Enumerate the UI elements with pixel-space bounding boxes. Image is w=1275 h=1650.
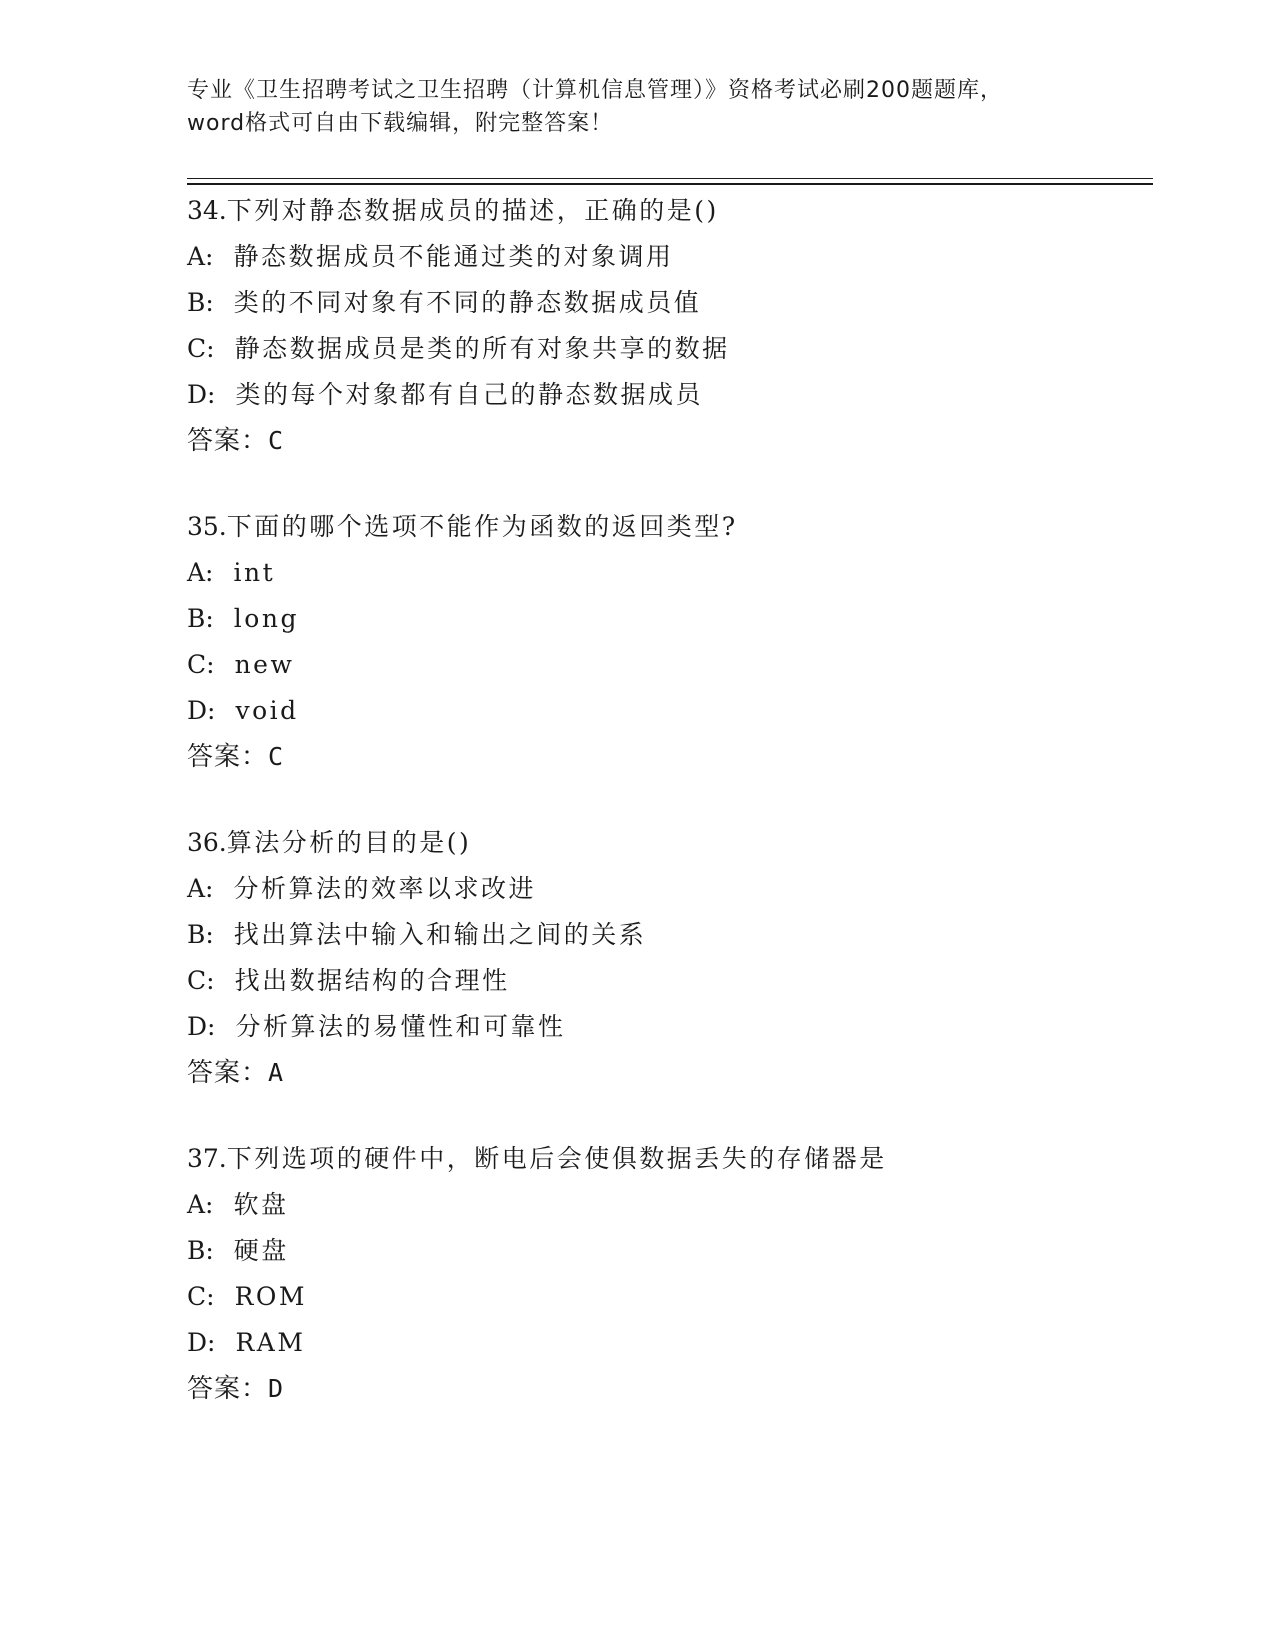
question-text: 下列对静态数据成员的描述，正确的是(): [226, 196, 719, 225]
option-letter: A:: [187, 242, 214, 271]
answer-value: C: [268, 742, 285, 771]
option-letter: A:: [187, 1190, 214, 1219]
header-title-line-1: 专业《卫生招聘考试之卫生招聘（计算机信息管理）》资格考试必刷200题题库，: [187, 78, 1003, 103]
question-stem: [187, 820, 1147, 866]
header-title-line-2: word格式可自由下载编辑，附完整答案！: [187, 111, 614, 136]
option-text: 类的不同对象有不同的静态数据成员值: [233, 288, 702, 317]
answer-label: 答案：: [187, 742, 269, 772]
question-number: 37.: [187, 1144, 227, 1173]
answer-value: C: [268, 426, 285, 455]
answer-label: 答案：: [187, 1058, 269, 1088]
option-letter: C:: [187, 1282, 215, 1311]
option-a: [187, 234, 1147, 280]
option-text: 找出数据结构的合理性: [234, 966, 510, 995]
option-a: [187, 866, 1147, 912]
question-stem: [187, 188, 1147, 234]
question-stem: [187, 1136, 1147, 1182]
answer-value: A: [268, 1058, 285, 1087]
option-c: [187, 1274, 1147, 1320]
option-text: 软盘: [233, 1190, 289, 1219]
header-divider-thin: [187, 178, 1153, 179]
option-text: 硬盘: [233, 1236, 289, 1265]
option-d: [187, 1004, 1147, 1050]
option-letter: D:: [187, 696, 216, 725]
header-divider-thick: [187, 183, 1153, 185]
option-text: 类的每个对象都有自己的静态数据成员: [235, 380, 703, 409]
option-d: [187, 1320, 1147, 1366]
option-d: [187, 688, 1147, 734]
question-34: [187, 188, 1147, 464]
answer-label: 答案：: [187, 1374, 269, 1404]
option-text: RAM: [235, 1328, 306, 1357]
option-letter: C:: [187, 334, 215, 363]
question-number: 35.: [187, 512, 227, 541]
option-b: [187, 912, 1147, 958]
question-number: 36.: [187, 828, 227, 857]
answer-line: [187, 1366, 1147, 1412]
option-c: [187, 326, 1147, 372]
answer-line: [187, 1050, 1147, 1096]
question-35: [187, 504, 1147, 780]
option-text: long: [233, 604, 299, 633]
option-a: [187, 1182, 1147, 1228]
option-letter: C:: [187, 650, 215, 679]
option-text: 分析算法的效率以求改进: [233, 874, 536, 903]
answer-line: [187, 734, 1147, 780]
option-b: [187, 596, 1147, 642]
option-text: 静态数据成员不能通过类的对象调用: [233, 242, 674, 271]
option-a: [187, 550, 1147, 596]
option-text: 找出算法中输入和输出之间的关系: [233, 920, 647, 949]
option-c: [187, 958, 1147, 1004]
option-letter: A:: [187, 874, 214, 903]
option-b: [187, 280, 1147, 326]
question-text: 下面的哪个选项不能作为函数的返回类型?: [226, 512, 738, 541]
question-number: 34.: [187, 196, 227, 225]
option-letter: A:: [187, 558, 214, 587]
option-letter: B:: [187, 604, 214, 633]
question-stem: [187, 504, 1147, 550]
document-header: [187, 74, 1107, 140]
option-letter: B:: [187, 920, 214, 949]
question-36: [187, 820, 1147, 1096]
answer-value: D: [268, 1374, 285, 1403]
option-text: int: [233, 558, 276, 587]
option-letter: B:: [187, 1236, 214, 1265]
option-text: void: [235, 696, 299, 725]
option-letter: D:: [187, 1328, 216, 1357]
option-b: [187, 1228, 1147, 1274]
option-letter: C:: [187, 966, 215, 995]
option-letter: D:: [187, 1012, 216, 1041]
question-text: 算法分析的目的是(): [226, 828, 472, 857]
option-text: ROM: [234, 1282, 307, 1311]
option-text: 分析算法的易懂性和可靠性: [235, 1012, 566, 1041]
answer-label: 答案：: [187, 426, 269, 456]
option-d: [187, 372, 1147, 418]
question-text: 下列选项的硬件中，断电后会使俱数据丢失的存储器是: [226, 1144, 887, 1173]
option-text: 静态数据成员是类的所有对象共享的数据: [234, 334, 730, 363]
option-c: [187, 642, 1147, 688]
question-37: [187, 1136, 1147, 1412]
option-text: new: [234, 650, 295, 679]
option-letter: D:: [187, 380, 216, 409]
answer-line: [187, 418, 1147, 464]
option-letter: B:: [187, 288, 214, 317]
